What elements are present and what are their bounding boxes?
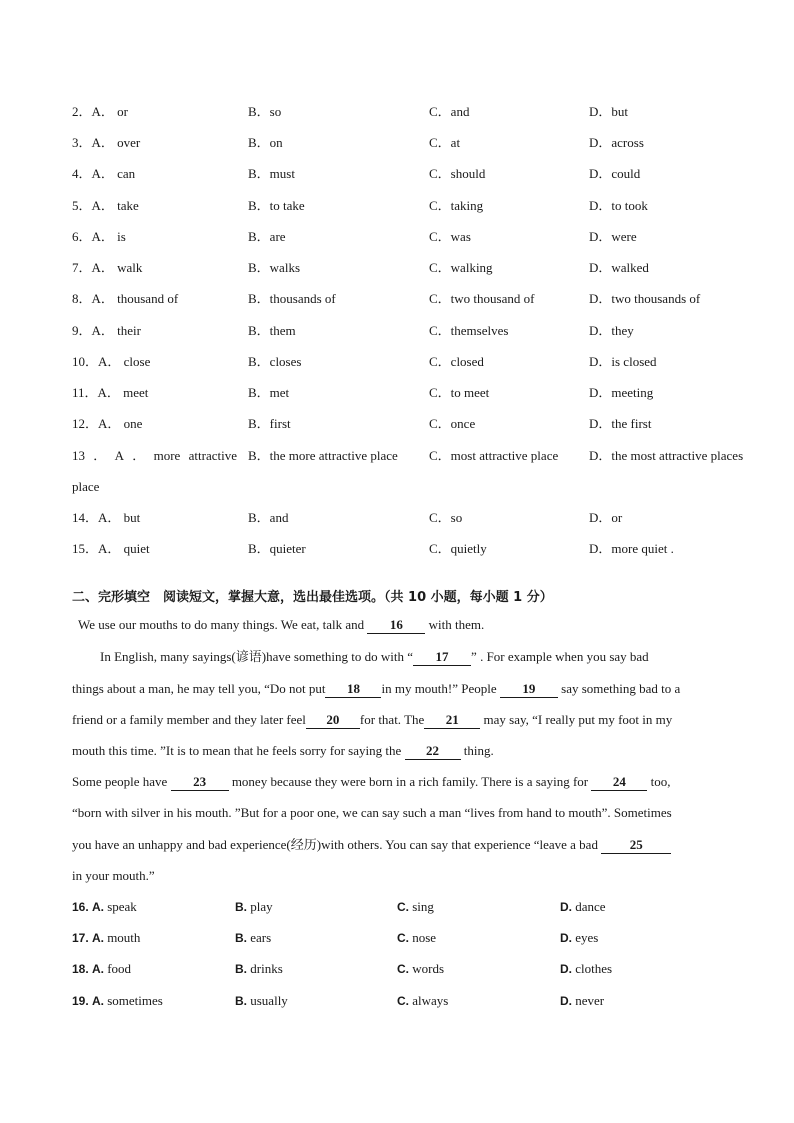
option-d: D．more quiet . <box>589 541 674 556</box>
option-c: C. words <box>397 961 445 976</box>
option-row-15 <box>0 539 794 559</box>
question-row-18 <box>0 959 794 979</box>
option-a: 7．A． walk <box>72 260 143 275</box>
option-a: 16. A. speak <box>72 899 137 914</box>
option-a: 6．A． is <box>72 229 126 244</box>
option-b: B．met <box>248 385 290 400</box>
question-row-19 <box>0 991 794 1011</box>
option-row-6 <box>0 227 794 247</box>
option-d: D．the first <box>589 416 652 431</box>
option-d: D．were <box>589 229 637 244</box>
option-b: B. play <box>235 899 273 914</box>
blank-22: 22 <box>405 743 461 760</box>
option-d: D. eyes <box>560 930 599 945</box>
option-b: B．so <box>248 104 282 119</box>
option-a: 11．A． meet <box>72 385 149 400</box>
option-d: D．across <box>589 135 644 150</box>
option-b: B．must <box>248 166 295 181</box>
option-a: 14．A． but <box>72 510 141 525</box>
question-row-16 <box>0 897 794 917</box>
option-row-14 <box>0 508 794 528</box>
option-c: C．themselves <box>429 323 509 338</box>
option-row-7 <box>0 258 794 278</box>
question-row-17 <box>0 928 794 948</box>
option-b: B. ears <box>235 930 272 945</box>
option-a: 8．A． thousand of <box>72 291 179 306</box>
passage-line-5: mouth this time. ”It is to mean that he feels sorry for saying the 22 thing. <box>72 743 494 758</box>
option-b: B．thousands of <box>248 291 336 306</box>
option-d: D. never <box>560 993 605 1008</box>
option-c: C．taking <box>429 198 484 213</box>
option-d: D．is closed <box>589 354 657 369</box>
option-a: 12．A． one <box>72 416 143 431</box>
option-b: B．closes <box>248 354 302 369</box>
option-c: C．to meet <box>429 385 490 400</box>
blank-24: 24 <box>591 774 647 791</box>
option-c: C．closed <box>429 354 484 369</box>
option-c: C．once <box>429 416 476 431</box>
option-row-3 <box>0 133 794 153</box>
passage-line-6: Some people have 23 money because they were born in a rich family. There is a saying for 24 too, <box>72 774 671 789</box>
option-d: D. clothes <box>560 961 613 976</box>
option-c: C．at <box>429 135 461 150</box>
option-d: D．to took <box>589 198 648 213</box>
option-b: B．the more attractive place <box>248 448 398 463</box>
passage-line-7: “born with silver in his mouth. ”But for a poor one, we can say such a man “lives from hand to mouth”. Sometimes <box>72 805 672 820</box>
option-d: D．two thousands of <box>589 291 701 306</box>
option-b: B．to take <box>248 198 305 213</box>
option-b: B．are <box>248 229 286 244</box>
option-a: 5．A． take <box>72 198 139 213</box>
passage-line-3: things about a man, he may tell you, “Do not put 18 in my mouth!” People 19 say something bad to a <box>72 681 681 696</box>
option-c: C．two thousand of <box>429 291 535 306</box>
option-d: D．could <box>589 166 641 181</box>
blank-25: 25 <box>601 837 671 854</box>
option-a: 17. A. mouth <box>72 930 141 945</box>
blank-17: 17 <box>413 649 471 666</box>
passage-line-9: in your mouth.” <box>72 868 155 883</box>
passage-line-2: In English, many sayings(谚语)have something to do with “ 17 ” . For example when you say bad <box>100 649 649 664</box>
option-d: D．walked <box>589 260 649 275</box>
option-d: D．the most attractive places <box>589 448 744 463</box>
option-c: C．most attractive place <box>429 448 559 463</box>
passage-line-4: friend or a family member and they later feel 20 for that. The 21 may say, “I really put my foot in my <box>72 712 673 727</box>
option-d: D. dance <box>560 899 606 914</box>
option-a: 19. A. sometimes <box>72 993 163 1008</box>
blank-23: 23 <box>171 774 229 791</box>
option-c: C．so <box>429 510 463 525</box>
option-c: C. sing <box>397 899 434 914</box>
option-b: B. drinks <box>235 961 283 976</box>
option-row-4 <box>0 164 794 184</box>
option-row-13 <box>0 446 794 466</box>
option-c: C. always <box>397 993 449 1008</box>
option-c: C．should <box>429 166 486 181</box>
passage-line-1: We use our mouths to do many things. We eat, talk and 16 with them. <box>78 617 485 632</box>
section-title: 二、完形填空 阅读短文，掌握大意，选出最佳选项。（共 10 小题，每小题 1 分） <box>72 590 553 605</box>
option-a: 10．A． close <box>72 354 151 369</box>
option-row-9 <box>0 321 794 341</box>
option-row-2 <box>0 102 794 122</box>
option-c: C. nose <box>397 930 437 945</box>
blank-16: 16 <box>367 617 425 634</box>
option-b: B．quieter <box>248 541 306 556</box>
option-b: B．on <box>248 135 283 150</box>
blank-18: 18 <box>325 681 381 698</box>
option-row-10 <box>0 352 794 372</box>
option-d: D．but <box>589 104 629 119</box>
option-c: C．and <box>429 104 470 119</box>
option-row-11 <box>0 383 794 403</box>
option-b: B．first <box>248 416 291 431</box>
option-d: D．they <box>589 323 634 338</box>
option-a: 2．A． or <box>72 104 128 119</box>
option-a: 4．A． can <box>72 166 136 181</box>
option-row-5 <box>0 196 794 216</box>
option-a: 18. A. food <box>72 961 132 976</box>
option-row-12 <box>0 414 794 434</box>
blank-19: 19 <box>500 681 558 698</box>
option-c: C．was <box>429 229 471 244</box>
option-a: 3．A． over <box>72 135 141 150</box>
option-b: B．walks <box>248 260 301 275</box>
option-a: 15．A． quiet <box>72 541 150 556</box>
option-row-8 <box>0 289 794 309</box>
option-d: D．meeting <box>589 385 654 400</box>
option-c: C．walking <box>429 260 493 275</box>
option-b: B．them <box>248 323 296 338</box>
passage-line-8: you have an unhappy and bad experience(经历)with others. You can say that experience “leave a bad 25 <box>72 835 671 855</box>
option-c: C．quietly <box>429 541 487 556</box>
option-a: 13 ． A ． more attractive <box>72 448 237 463</box>
option-b: B. usually <box>235 993 288 1008</box>
option-a: 9．A． their <box>72 323 141 338</box>
blank-20: 20 <box>306 712 360 729</box>
option-13-continuation: place <box>72 479 100 494</box>
option-b: B．and <box>248 510 289 525</box>
option-d: D．or <box>589 510 623 525</box>
blank-21: 21 <box>424 712 480 729</box>
